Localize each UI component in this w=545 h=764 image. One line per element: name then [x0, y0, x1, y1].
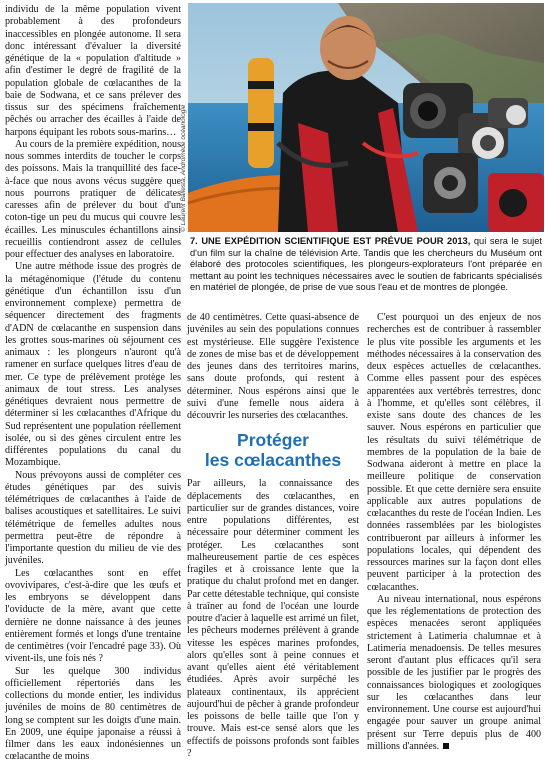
diver-illustration: [188, 3, 544, 232]
paragraph: C'est pourquoi un des enjeux de nos recherches est de contribuer à rassembler le plus vite possible les arguments et les méthodes nécessaires à la conservation des deux espèces actuelles de cœlacanthes. Comme elles passent pour des espèces apparentées aux vertébrés terrestres, donc à l'homme, et qu'elles sont célèbres, il existe sans doute des chances de les sauver. Nous espérons en particulier que les résultats du suivi télémétrique de membres de la population de la baie de Sodwana aideront à mettre en place la meilleure politique de conservation possible. Et que cette dernière sera ensuite applicable aux autres populations de cœlacanthes du reste de l'océan Indien. Les données rassemblées par les biologistes contribueront par ailleurs à informer les populations locales, qui dépendent des ressources marines sur la façon dont elles peuvent participer à la protection des cœlacanthes.: [367, 312, 541, 593]
text-column-3: [367, 312, 541, 752]
paragraph: individu de la même population vivent probablement à des profondeurs inaccessibles en plongée autonome. Il sera donc intéressant d'évaluer la diversité génétique de la « population d'altitude » afin d'estimer le degré de fragilité de la population globale de cœlacanthes de la baie de Sodwana, et ce sans prélever des tissus sur des spécimens fraîchement pêchés ou arracher des écailles à l'aide de harpons équipant les robots sous-marins…: [5, 4, 181, 138]
paragraph: [367, 594, 541, 753]
caption-body: qui sera le sujet d'un film sur la chaîne de télévision Arte. Tandis que les chercheurs du Muséum ont élaboré des protocoles scientifiques, les plongeurs-explorateurs l'ont préparée en mettant au point les techniques nécessaires avec le soutien de fabricants spécialisés en matériel de plongée, de prise de vue sous l'eau et de montres de plongée.: [190, 236, 542, 293]
paragraph: Par ailleurs, la connaissance des déplacements des cœlacanthes, en particulier sur de grandes distances, voire entre populations différentes, est nécessaire pour déterminer comment les protéger. Les cœlacanthes sont malheureusement partie de ces espèces fragiles et à croissance lente que la pratique du chalut profond met en danger. Par cette détestable technique, qui consiste à traîner au fond de l'océan une lourde poutre d'acier à laquelle est arrimé un filet, les pêcheurs modernes prélèvent à grande vitesse les espèces marines profondes, alors qu'elles sont à peine connues et avant qu'elles aient été véritablement étudiées. Après avoir surpêché les plateaux continentaux, ils apprécient aujourd'hui de pêcher à grande profondeur les poissons de belle taille que l'on y trouve. Mais est-ce sensé alors que les effectifs de poissons profonds sont faibles ?: [187, 478, 359, 759]
paragraph: Au cours de la première expédition, nous nous sommes interdits de toucher le corps des poissons. Mais la tranquillité des face-à-face que nous avons vécus suggère que nous pourrons pratiquer de délicates caresses afin de prélever du bout d'un coton-tige un peu du mucus qui couvre les écailles. Les minuscules échantillons ainsi recueillis contiendront assez de cellules pour effectuer des analyses en laboratoire.: [5, 138, 181, 260]
text-column-1: [5, 4, 181, 763]
paragraph: de 40 centimètres. Cette quasi-absence de juvéniles au sein des populations connues est mystérieuse. Elle suggère l'existence de zones de mise bas et de développement des jeunes dans des territoires marins, sans doute profonds, qui restent à déterminer. Nous espérons ainsi que le suivi d'une femelle nous aidera à découvrir les nurseries des cœlacanthes.: [187, 312, 359, 421]
paragraph: Une autre méthode issue des progrès de la métagénomique (l'étude du contenu génétique d'un échantillon issu d'un environnement complexe) permettra de séquencer directement des fragments d'ADN de cœlacanthe en suspension dans les grottes sous-marines où séjournent ces animaux : les plongeurs n'auront qu'à ramener en surface quelques litres d'eau de mer. Ce type de prélèvement protège les animaux de tout stress. Les analyses génétiques devraient nous permettre de déterminer si les cœlacanthes d'Afrique du Sud représentent une population réellement isolée, ou si des gènes circulent entre les différentes populations du canal du Mozambique.: [5, 261, 181, 469]
paragraph: Nous prévoyons aussi de compléter ces études génétiques par des suivis télémétriques de cœlacanthes à l'aide de balises acoustiques et satellitaires. Le suivi télémétrique de femelles adultes nous permettra peut-être de répondre à l'importante question du milieu de vie des juvéniles.: [5, 469, 181, 567]
caption-lead: 7. UNE EXPÉDITION SCIENTIFIQUE EST PRÉVUE POUR 2013,: [190, 236, 471, 246]
end-of-article-mark: [443, 743, 449, 749]
section-heading-line-2: les cœlacanthes: [204, 450, 342, 471]
text-column-2: [187, 312, 359, 759]
photo-caption: [190, 236, 542, 294]
paragraph: Les cœlacanthes sont en effet ovovivipares, c'est-à-dire que les œufs et les embryons se développent dans l'oviducte de la mère, avant que cette dernière ne donne naissance à des jeunes entièrement formés et longs d'une trentaine de centimètres (voir l'encadré page 33). Où vivent-ils, une fois nés ?: [5, 567, 181, 665]
section-heading-line-1: Protéger: [237, 430, 309, 451]
section-heading: [187, 430, 359, 470]
paragraph: Sur les quelque 300 individus officiellement répertoriés dans les collections du monde entier, les individus juvéniles de moins de 80 centimètres de long se comptent sur les doigts d'une main. En 2009, une équipe japonaise a réussi à filmer dans les eaux indonésiennes un cœlacanthe de moins: [5, 665, 181, 763]
photo-credit: © Laurent Ballesta, Andromède océanologie: [180, 104, 187, 232]
diver-photo: [188, 3, 544, 232]
paragraph-text: Au niveau international, nous espérons que les réglementations de protection des espèces menacées seront appliquées strictement à Latimeria chalumnae et à Latimeria menadoensis. De telles mesures seront d'autant plus efficaces qu'il sera possible de les justifier par le progrès des connaissances biologiques et zoologiques sur les cœlacanthes dans leur environnement. Une course est aujourd'hui engagée pour sauver un groupe animal présent sur Terre depuis plus de 400 millions d'années.: [367, 593, 541, 752]
